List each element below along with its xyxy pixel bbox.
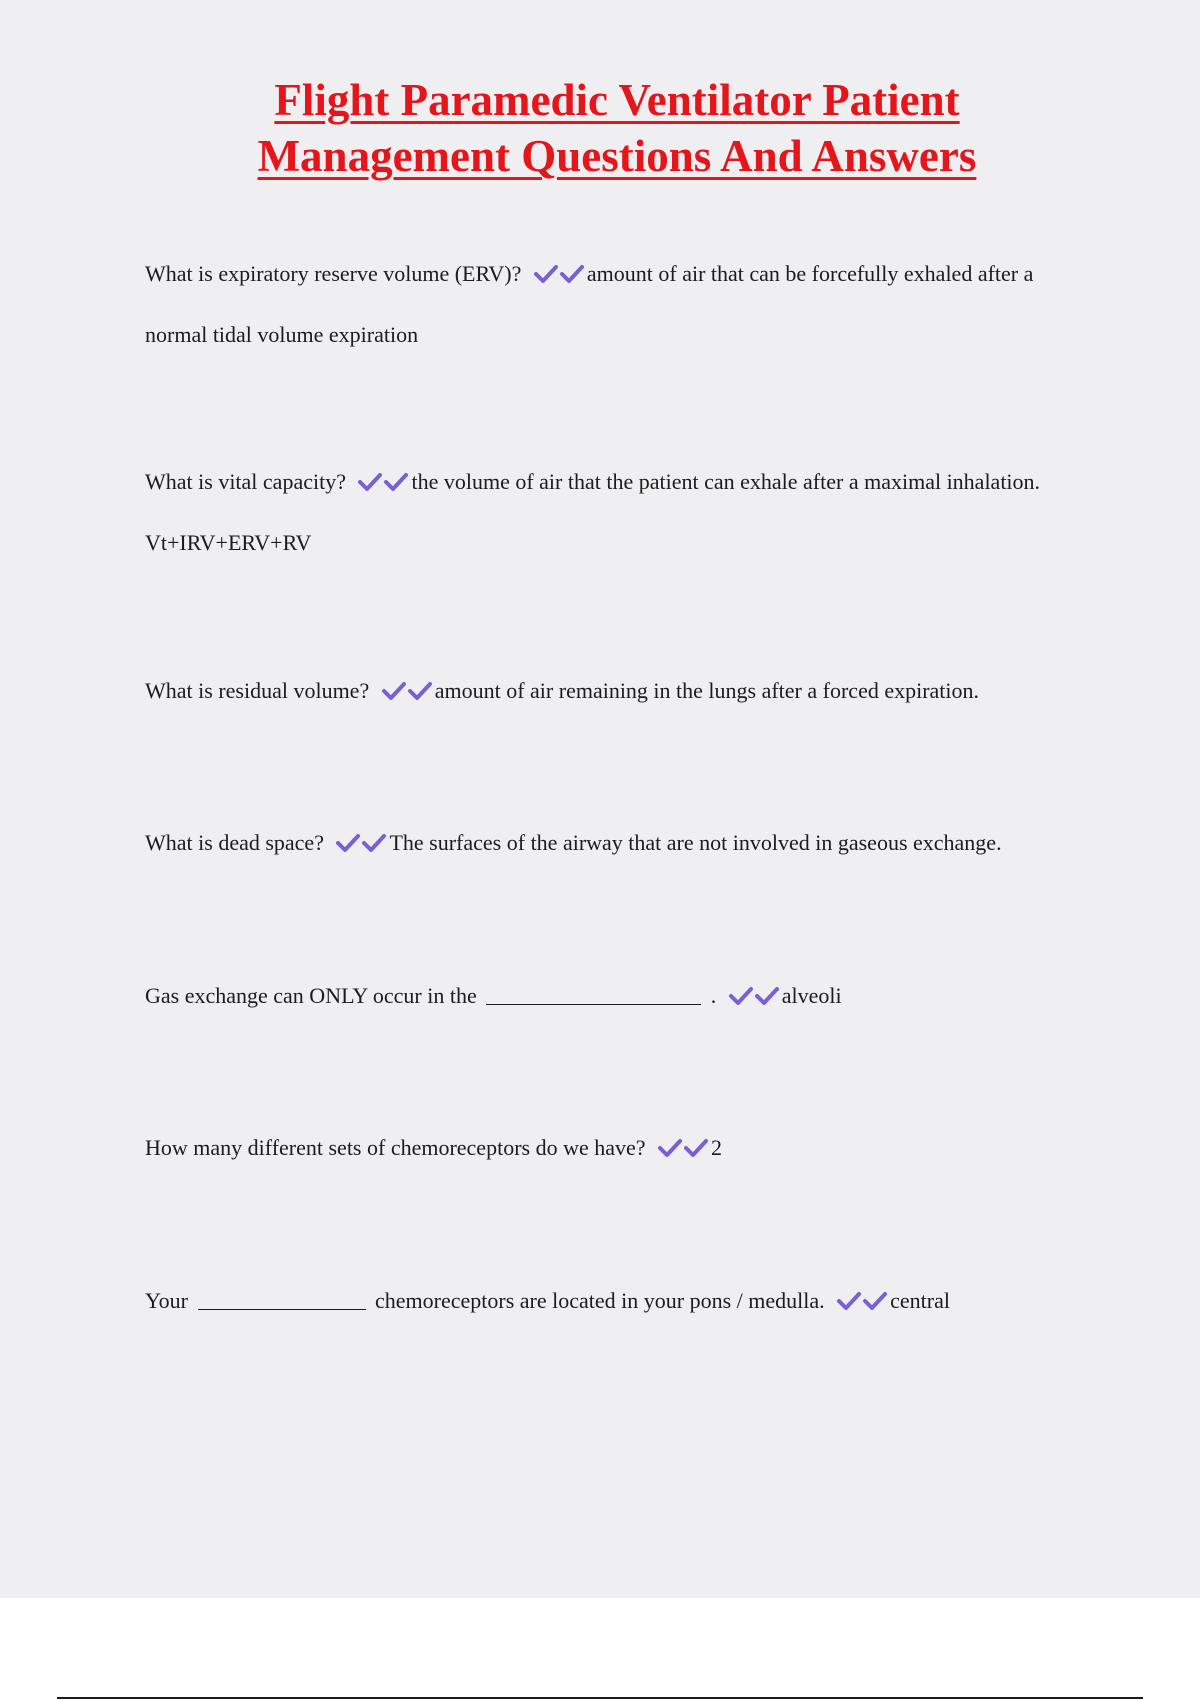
answer-text: central	[890, 1288, 950, 1313]
answer-text: 2	[711, 1135, 723, 1160]
checkmark-icon	[533, 263, 559, 285]
qa-item-chemoreceptor-sets	[145, 1117, 1095, 1178]
checkmark-icon	[361, 832, 387, 854]
fill-in-blank	[198, 1289, 366, 1310]
question-text: What is residual volume?	[145, 678, 370, 703]
title-line-1: Flight Paramedic Ventilator Patient	[274, 75, 960, 125]
qa-item-central-chemoreceptors	[145, 1270, 1095, 1331]
double-checkmark-icon	[335, 812, 387, 873]
answer-text: The surfaces of the airway that are not involved in gaseous exchange.	[389, 830, 1002, 855]
qa-item-vital-capacity	[145, 451, 1045, 573]
checkmark-icon	[836, 1290, 862, 1312]
checkmark-icon	[357, 471, 383, 493]
question-text: What is vital capacity?	[145, 469, 346, 494]
qa-item-residual-volume	[145, 660, 1095, 721]
document-title	[150, 72, 1084, 184]
question-text: Gas exchange can ONLY occur in the	[145, 983, 477, 1008]
question-text: How many different sets of chemoreceptors do we have?	[145, 1135, 646, 1160]
checkmark-icon	[728, 985, 754, 1007]
checkmark-icon	[381, 680, 407, 702]
double-checkmark-icon	[657, 1117, 709, 1178]
title-line-2: Management Questions And Answers	[257, 131, 977, 181]
fill-in-blank	[486, 984, 701, 1005]
checkmark-icon	[559, 263, 585, 285]
answer-text: alveoli	[781, 983, 842, 1008]
question-text: Your	[145, 1288, 189, 1313]
question-text: What is expiratory reserve volume (ERV)?	[145, 261, 522, 286]
checkmark-icon	[657, 1137, 683, 1159]
checkmark-icon	[335, 832, 361, 854]
checkmark-icon	[754, 985, 780, 1007]
double-checkmark-icon	[357, 451, 409, 512]
question-text: What is dead space?	[145, 830, 324, 855]
answer-text: amount of air that can be forcefully exhaled after a normal tidal volume expiration	[145, 261, 1034, 347]
checkmark-icon	[383, 471, 409, 493]
question-end-text: .	[710, 983, 717, 1008]
double-checkmark-icon	[836, 1270, 888, 1331]
double-checkmark-icon	[533, 243, 585, 304]
qa-item-dead-space	[145, 812, 1095, 873]
qa-item-gas-exchange	[145, 965, 1095, 1026]
checkmark-icon	[407, 680, 433, 702]
double-checkmark-icon	[381, 660, 433, 721]
question-end-text: chemoreceptors are located in your pons / medulla.	[375, 1288, 825, 1313]
checkmark-icon	[683, 1137, 709, 1159]
qa-item-erv	[145, 243, 1095, 365]
footer-divider	[57, 1697, 1143, 1699]
double-checkmark-icon	[728, 965, 780, 1026]
answer-text: amount of air remaining in the lungs after a forced expiration.	[434, 678, 980, 703]
checkmark-icon	[862, 1290, 888, 1312]
answer-text: the volume of air that the patient can exhale after a maximal inhalation. Vt+IRV+ERV+RV	[145, 469, 1041, 555]
